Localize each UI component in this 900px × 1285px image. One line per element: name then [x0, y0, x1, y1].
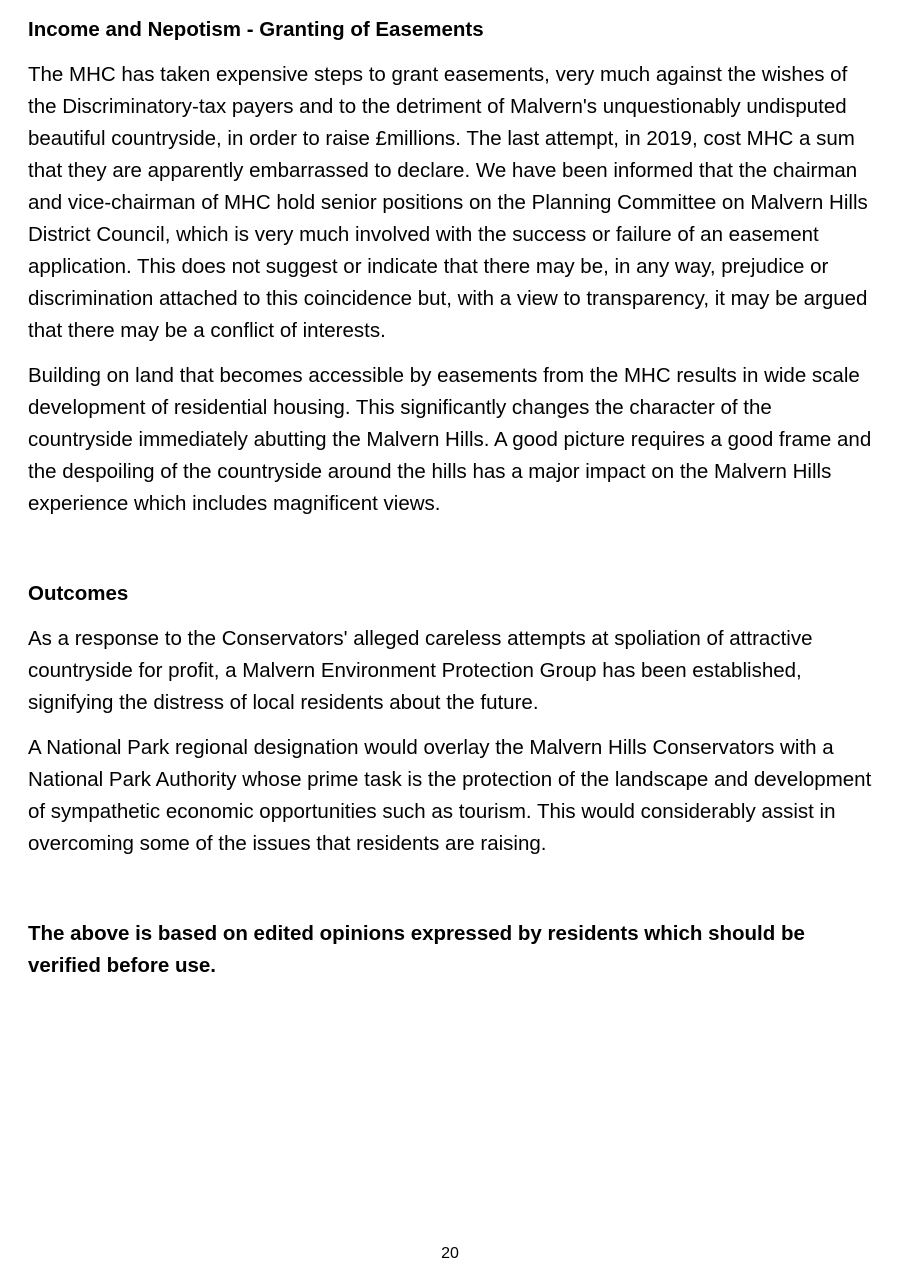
paragraph-easements-2: Building on land that becomes accessible by easements from the MHC results in wide scale development of residential housing. This significantly changes the character of the countryside immediately abutting the Malvern Hills. A good picture requires a good frame and the despoiling of the countryside around the hills has a major impact on the Malvern Hills experience which includes magnificent views.: [28, 364, 872, 515]
document-page: [28, 14, 878, 982]
paragraph-outcomes-2: A National Park regional designation would overlay the Malvern Hills Conservators with a National Park Authority whose prime task is the protection of the landscape and development of sympathetic economic opportunities such as tourism. This would considerably assist in overcoming some of the issues that residents are raising.: [28, 736, 872, 855]
spacer: [28, 873, 878, 918]
page-number: 20: [441, 1245, 459, 1262]
section-heading-easements: Income and Nepotism - Granting of Easements: [28, 18, 484, 41]
spacer: [28, 533, 878, 578]
paragraph-easements-1: The MHC has taken expensive steps to grant easements, very much against the wishes of the Discriminatory-tax payers and to the detriment of Malvern's unquestionably undisputed beautiful countryside, in order to raise £millions. The last attempt, in 2019, cost MHC a sum that they are apparently embarrassed to declare. We have been informed that the chairman and vice-chairman of MHC hold senior positions on the Planning Committee on Malvern Hills District Council, which is very much involved with the success or failure of an easement application. This does not suggest or indicate that there may be, in any way, prejudice or discrimination attached to this coincidence but, with a view to transparency, it may be argued that there may be a conflict of interests.: [28, 63, 868, 342]
section-easements: [28, 14, 878, 520]
paragraph-outcomes-1: As a response to the Conservators' alleged careless attempts at spoliation of attractive countryside for profit, a Malvern Environment Protection Group has been established, signifying the distress of local residents about the future.: [28, 627, 813, 714]
section-outcomes: [28, 578, 878, 860]
disclaimer-note: The above is based on edited opinions expressed by residents which should be verified before use.: [28, 922, 805, 977]
section-heading-outcomes: Outcomes: [28, 582, 129, 605]
